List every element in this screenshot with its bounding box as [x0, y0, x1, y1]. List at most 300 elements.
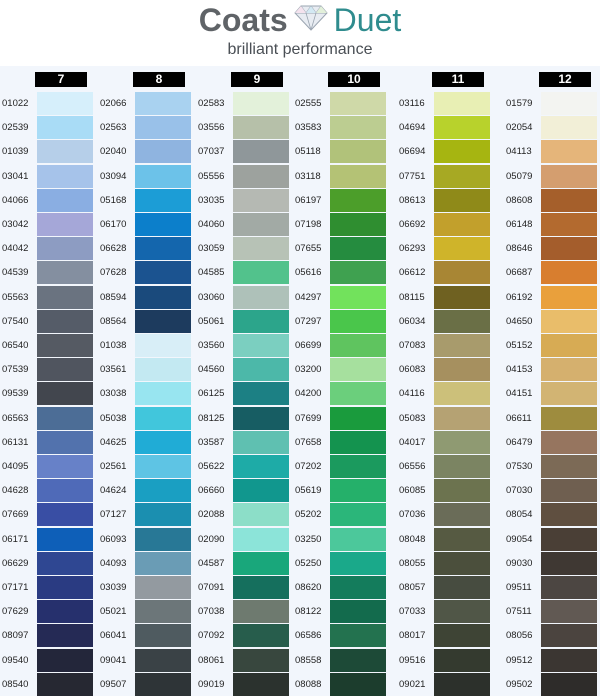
thread-code: 04539 — [2, 267, 29, 279]
color-row — [506, 116, 600, 139]
color-row — [2, 92, 99, 115]
thread-code: 09539 — [2, 388, 29, 400]
color-swatch — [233, 237, 289, 260]
color-swatch — [233, 503, 289, 526]
thread-code: 04694 — [399, 122, 426, 134]
color-swatch — [434, 576, 490, 599]
color-row — [2, 528, 99, 551]
color-row — [506, 310, 600, 333]
color-swatch — [135, 552, 191, 575]
color-swatch — [37, 140, 93, 163]
color-swatch — [330, 358, 386, 381]
color-column-7 — [2, 72, 99, 690]
thread-code: 08646 — [506, 243, 533, 255]
thread-code: 06692 — [399, 219, 426, 230]
color-swatch — [330, 237, 386, 260]
color-swatch — [37, 552, 93, 575]
thread-code: 08620 — [295, 582, 322, 593]
thread-code: 09030 — [506, 557, 533, 569]
color-row — [295, 503, 392, 526]
color-swatch — [330, 140, 386, 163]
color-swatch — [541, 528, 597, 551]
thread-code: 03250 — [295, 533, 322, 545]
thread-code: 08125 — [198, 412, 225, 424]
thread-code: 06612 — [399, 267, 426, 279]
color-row — [506, 649, 600, 672]
color-swatch — [541, 576, 597, 599]
thread-code: 08564 — [100, 315, 127, 327]
color-row — [399, 310, 496, 333]
thread-code: 06563 — [2, 412, 29, 424]
column-header: 11 — [432, 72, 484, 87]
color-swatch — [37, 213, 93, 236]
color-row — [2, 165, 99, 188]
color-swatch — [541, 552, 597, 575]
color-swatch — [37, 116, 93, 139]
thread-code: 06586 — [295, 630, 322, 642]
color-row — [506, 382, 600, 405]
color-column-10 — [295, 72, 392, 690]
thread-code: 05152 — [506, 340, 533, 351]
column-header: 12 — [539, 72, 591, 87]
thread-code: 06479 — [506, 436, 533, 448]
color-row — [198, 624, 295, 647]
color-row — [506, 334, 600, 357]
thread-code: 06556 — [399, 461, 426, 472]
color-swatch — [330, 673, 386, 696]
color-swatch — [135, 261, 191, 284]
thread-code: 06192 — [506, 291, 533, 303]
thread-code: 06034 — [399, 315, 426, 327]
color-column-12 — [506, 72, 600, 690]
color-swatch — [135, 576, 191, 599]
color-swatch — [541, 407, 597, 430]
color-row — [198, 649, 295, 672]
color-swatch — [37, 261, 93, 284]
thread-code: 04093 — [100, 557, 127, 569]
color-swatch — [330, 431, 386, 454]
thread-code: 07198 — [295, 219, 322, 230]
color-row — [2, 407, 99, 430]
thread-code: 05616 — [295, 267, 322, 279]
thread-code: 04624 — [100, 485, 127, 497]
thread-code: 02054 — [506, 122, 533, 134]
column-header: 7 — [35, 72, 87, 87]
thread-code: 08054 — [506, 509, 533, 521]
thread-code: 09511 — [506, 582, 532, 593]
color-row — [506, 358, 600, 381]
color-swatch — [541, 600, 597, 623]
thread-code: 04628 — [2, 485, 29, 497]
color-row — [100, 503, 197, 526]
color-row — [2, 431, 99, 454]
color-swatch — [541, 310, 597, 333]
thread-code: 04560 — [198, 364, 225, 376]
color-swatch — [37, 503, 93, 526]
color-row — [198, 261, 295, 284]
color-swatch — [330, 189, 386, 212]
thread-code: 07033 — [399, 606, 426, 618]
thread-code: 09054 — [506, 533, 533, 545]
color-row — [399, 431, 496, 454]
color-row — [2, 140, 99, 163]
color-row — [399, 286, 496, 309]
thread-code: 03556 — [198, 122, 225, 134]
thread-code: 05118 — [295, 146, 321, 158]
color-row — [295, 576, 392, 599]
color-row — [198, 165, 295, 188]
color-swatch — [541, 237, 597, 260]
thread-code: 09540 — [2, 654, 29, 666]
color-swatch — [135, 624, 191, 647]
color-swatch — [434, 334, 490, 357]
thread-code: 07628 — [100, 267, 127, 279]
thread-code: 04017 — [399, 436, 426, 448]
color-swatch — [233, 479, 289, 502]
color-swatch — [434, 431, 490, 454]
color-swatch — [541, 503, 597, 526]
color-swatch — [541, 382, 597, 405]
color-row — [295, 116, 392, 139]
thread-code: 06093 — [100, 533, 127, 545]
thread-code: 02066 — [100, 98, 127, 109]
color-swatch — [541, 624, 597, 647]
color-row — [399, 649, 496, 672]
thread-code: 03587 — [198, 436, 225, 448]
color-row — [2, 479, 99, 502]
color-row — [295, 140, 392, 163]
color-swatch — [330, 310, 386, 333]
color-swatch — [233, 431, 289, 454]
thread-code: 01579 — [506, 98, 533, 109]
color-row — [295, 431, 392, 454]
color-swatch — [434, 116, 490, 139]
color-row — [2, 576, 99, 599]
thread-code: 04297 — [295, 291, 322, 303]
color-row — [100, 600, 197, 623]
color-swatch — [135, 189, 191, 212]
color-row — [399, 600, 496, 623]
color-swatch — [135, 165, 191, 188]
color-row — [100, 576, 197, 599]
thread-code: 08057 — [399, 582, 426, 593]
color-row — [506, 92, 600, 115]
color-swatch — [135, 92, 191, 115]
color-row — [100, 92, 197, 115]
color-row — [506, 261, 600, 284]
thread-code: 06197 — [295, 194, 322, 206]
thread-code: 06171 — [2, 533, 29, 545]
thread-code: 01022 — [2, 98, 29, 109]
thread-code: 08097 — [2, 630, 29, 642]
color-swatch — [135, 140, 191, 163]
thread-code: 04151 — [506, 388, 533, 400]
color-row — [2, 600, 99, 623]
color-row — [399, 407, 496, 430]
color-swatch — [233, 600, 289, 623]
thread-code: 07751 — [399, 170, 426, 182]
thread-code: 04625 — [100, 436, 127, 448]
thread-code: 06293 — [399, 243, 426, 255]
thread-code: 03060 — [198, 291, 225, 303]
thread-code: 03042 — [2, 219, 29, 230]
color-swatch — [541, 286, 597, 309]
color-row — [506, 237, 600, 260]
thread-code: 05202 — [295, 509, 322, 521]
color-swatch — [330, 528, 386, 551]
color-swatch — [233, 92, 289, 115]
thread-code: 07091 — [198, 582, 225, 593]
color-row — [399, 528, 496, 551]
color-swatch — [541, 358, 597, 381]
thread-code: 03116 — [399, 98, 425, 109]
thread-code: 04113 — [506, 146, 532, 158]
color-swatch — [233, 310, 289, 333]
color-row — [100, 310, 197, 333]
thread-code: 08608 — [506, 194, 533, 206]
color-swatch — [233, 407, 289, 430]
thread-code: 01038 — [100, 340, 127, 351]
color-row — [198, 455, 295, 478]
thread-code: 04042 — [2, 243, 29, 255]
thread-code: 05038 — [100, 412, 127, 424]
color-row — [2, 334, 99, 357]
thread-code: 08540 — [2, 678, 29, 690]
color-swatch — [37, 431, 93, 454]
color-row — [198, 552, 295, 575]
color-row — [100, 624, 197, 647]
color-swatch — [330, 455, 386, 478]
thread-code: 06628 — [100, 243, 127, 255]
thread-code: 02090 — [198, 533, 225, 545]
color-column-8 — [100, 72, 197, 690]
color-swatch — [135, 116, 191, 139]
color-row — [295, 261, 392, 284]
color-swatch — [233, 576, 289, 599]
thread-code: 05168 — [100, 194, 127, 206]
color-row — [2, 189, 99, 212]
color-row — [198, 189, 295, 212]
thread-code: 04153 — [506, 364, 533, 376]
color-row — [295, 455, 392, 478]
color-row — [100, 649, 197, 672]
color-row — [2, 382, 99, 405]
thread-code: 08613 — [399, 194, 426, 206]
color-swatch — [541, 673, 597, 696]
color-swatch — [434, 407, 490, 430]
color-swatch — [233, 455, 289, 478]
color-swatch — [330, 624, 386, 647]
color-row — [2, 552, 99, 575]
thread-code: 04060 — [198, 219, 225, 230]
color-row — [100, 189, 197, 212]
thread-code: 02583 — [198, 98, 225, 109]
color-swatch — [434, 455, 490, 478]
color-swatch — [434, 286, 490, 309]
color-swatch — [37, 334, 93, 357]
color-row — [399, 552, 496, 575]
thread-code: 07297 — [295, 315, 322, 327]
color-swatch — [135, 310, 191, 333]
color-row — [2, 624, 99, 647]
thread-code: 04585 — [198, 267, 225, 279]
color-swatch — [135, 407, 191, 430]
color-row — [399, 673, 496, 696]
color-row — [295, 624, 392, 647]
color-row — [506, 455, 600, 478]
thread-code: 04116 — [399, 388, 425, 400]
color-swatch — [541, 479, 597, 502]
color-row — [100, 165, 197, 188]
color-swatch — [135, 455, 191, 478]
thread-code: 08594 — [100, 291, 127, 303]
color-row — [506, 431, 600, 454]
color-swatch — [135, 673, 191, 696]
color-row — [100, 261, 197, 284]
thread-code: 03560 — [198, 340, 225, 351]
color-row — [295, 479, 392, 502]
color-swatch — [233, 165, 289, 188]
color-swatch — [434, 624, 490, 647]
column-header: 8 — [133, 72, 185, 87]
color-swatch — [330, 92, 386, 115]
color-row — [198, 407, 295, 430]
color-row — [100, 237, 197, 260]
color-row — [399, 261, 496, 284]
color-swatch — [233, 552, 289, 575]
color-row — [399, 213, 496, 236]
thread-code: 03035 — [198, 194, 225, 206]
color-swatch — [233, 649, 289, 672]
color-swatch — [541, 140, 597, 163]
color-row — [295, 213, 392, 236]
thread-code: 06170 — [100, 219, 127, 230]
thread-code: 06041 — [100, 630, 127, 642]
color-row — [399, 479, 496, 502]
color-swatch — [233, 189, 289, 212]
color-swatch — [135, 358, 191, 381]
color-swatch — [434, 479, 490, 502]
color-swatch — [233, 528, 289, 551]
thread-code: 02563 — [100, 122, 127, 134]
brand-subtitle: brilliant performance — [227, 41, 373, 58]
color-row — [399, 576, 496, 599]
color-row — [100, 286, 197, 309]
thread-code: 06687 — [506, 267, 533, 279]
color-row — [295, 673, 392, 696]
thread-code: 09512 — [506, 654, 533, 666]
color-row — [2, 649, 99, 672]
thread-code: 07669 — [2, 509, 29, 521]
thread-code: 08558 — [295, 654, 322, 666]
color-swatch — [434, 649, 490, 672]
color-row — [506, 189, 600, 212]
thread-code: 05622 — [198, 461, 225, 472]
color-swatch — [37, 624, 93, 647]
color-swatch — [37, 92, 93, 115]
color-row — [506, 407, 600, 430]
color-row — [100, 334, 197, 357]
thread-code: 05061 — [198, 315, 225, 327]
color-swatch — [541, 116, 597, 139]
color-swatch — [135, 528, 191, 551]
color-swatch — [330, 576, 386, 599]
color-row — [506, 140, 600, 163]
thread-code: 07036 — [399, 509, 426, 521]
color-row — [198, 310, 295, 333]
color-row — [100, 552, 197, 575]
color-row — [198, 213, 295, 236]
thread-code: 03118 — [295, 170, 321, 182]
thread-code: 02040 — [100, 146, 127, 158]
color-row — [198, 334, 295, 357]
color-row — [198, 286, 295, 309]
color-swatch — [135, 503, 191, 526]
color-row — [295, 649, 392, 672]
color-row — [295, 552, 392, 575]
color-swatch — [434, 310, 490, 333]
thread-code: 06611 — [506, 412, 532, 424]
thread-code: 03200 — [295, 364, 322, 376]
thread-code: 06540 — [2, 340, 29, 351]
color-swatch — [233, 358, 289, 381]
color-swatch — [37, 407, 93, 430]
color-swatch — [330, 382, 386, 405]
color-swatch — [135, 334, 191, 357]
color-row — [198, 673, 295, 696]
brand-title — [0, 2, 600, 41]
thread-code: 06131 — [2, 436, 29, 448]
thread-code: 07030 — [506, 485, 533, 497]
thread-code: 06085 — [399, 485, 426, 497]
color-swatch — [541, 213, 597, 236]
color-swatch — [37, 165, 93, 188]
color-row — [198, 503, 295, 526]
color-swatch — [541, 261, 597, 284]
thread-code: 04066 — [2, 194, 29, 206]
thread-code: 06148 — [506, 219, 533, 230]
color-swatch — [330, 600, 386, 623]
color-swatch — [434, 528, 490, 551]
color-row — [198, 116, 295, 139]
color-row — [100, 528, 197, 551]
thread-code: 03583 — [295, 122, 322, 134]
color-swatch — [541, 431, 597, 454]
thread-code: 08122 — [295, 606, 322, 618]
thread-code: 03038 — [100, 388, 127, 400]
color-row — [295, 92, 392, 115]
color-swatch — [135, 213, 191, 236]
color-swatch — [330, 261, 386, 284]
thread-code: 07530 — [506, 461, 533, 472]
color-swatch — [330, 479, 386, 502]
color-swatch — [233, 261, 289, 284]
color-row — [399, 382, 496, 405]
color-row — [399, 189, 496, 212]
thread-code: 05556 — [198, 170, 225, 182]
thread-code: 04095 — [2, 461, 29, 472]
color-swatch — [541, 334, 597, 357]
color-row — [100, 673, 197, 696]
thread-code: 07127 — [100, 509, 127, 521]
thread-code: 06125 — [198, 388, 225, 400]
thread-code: 06699 — [295, 340, 322, 351]
color-row — [198, 600, 295, 623]
color-swatch — [37, 286, 93, 309]
thread-code: 01039 — [2, 146, 29, 158]
color-swatch — [330, 503, 386, 526]
color-swatch — [330, 334, 386, 357]
